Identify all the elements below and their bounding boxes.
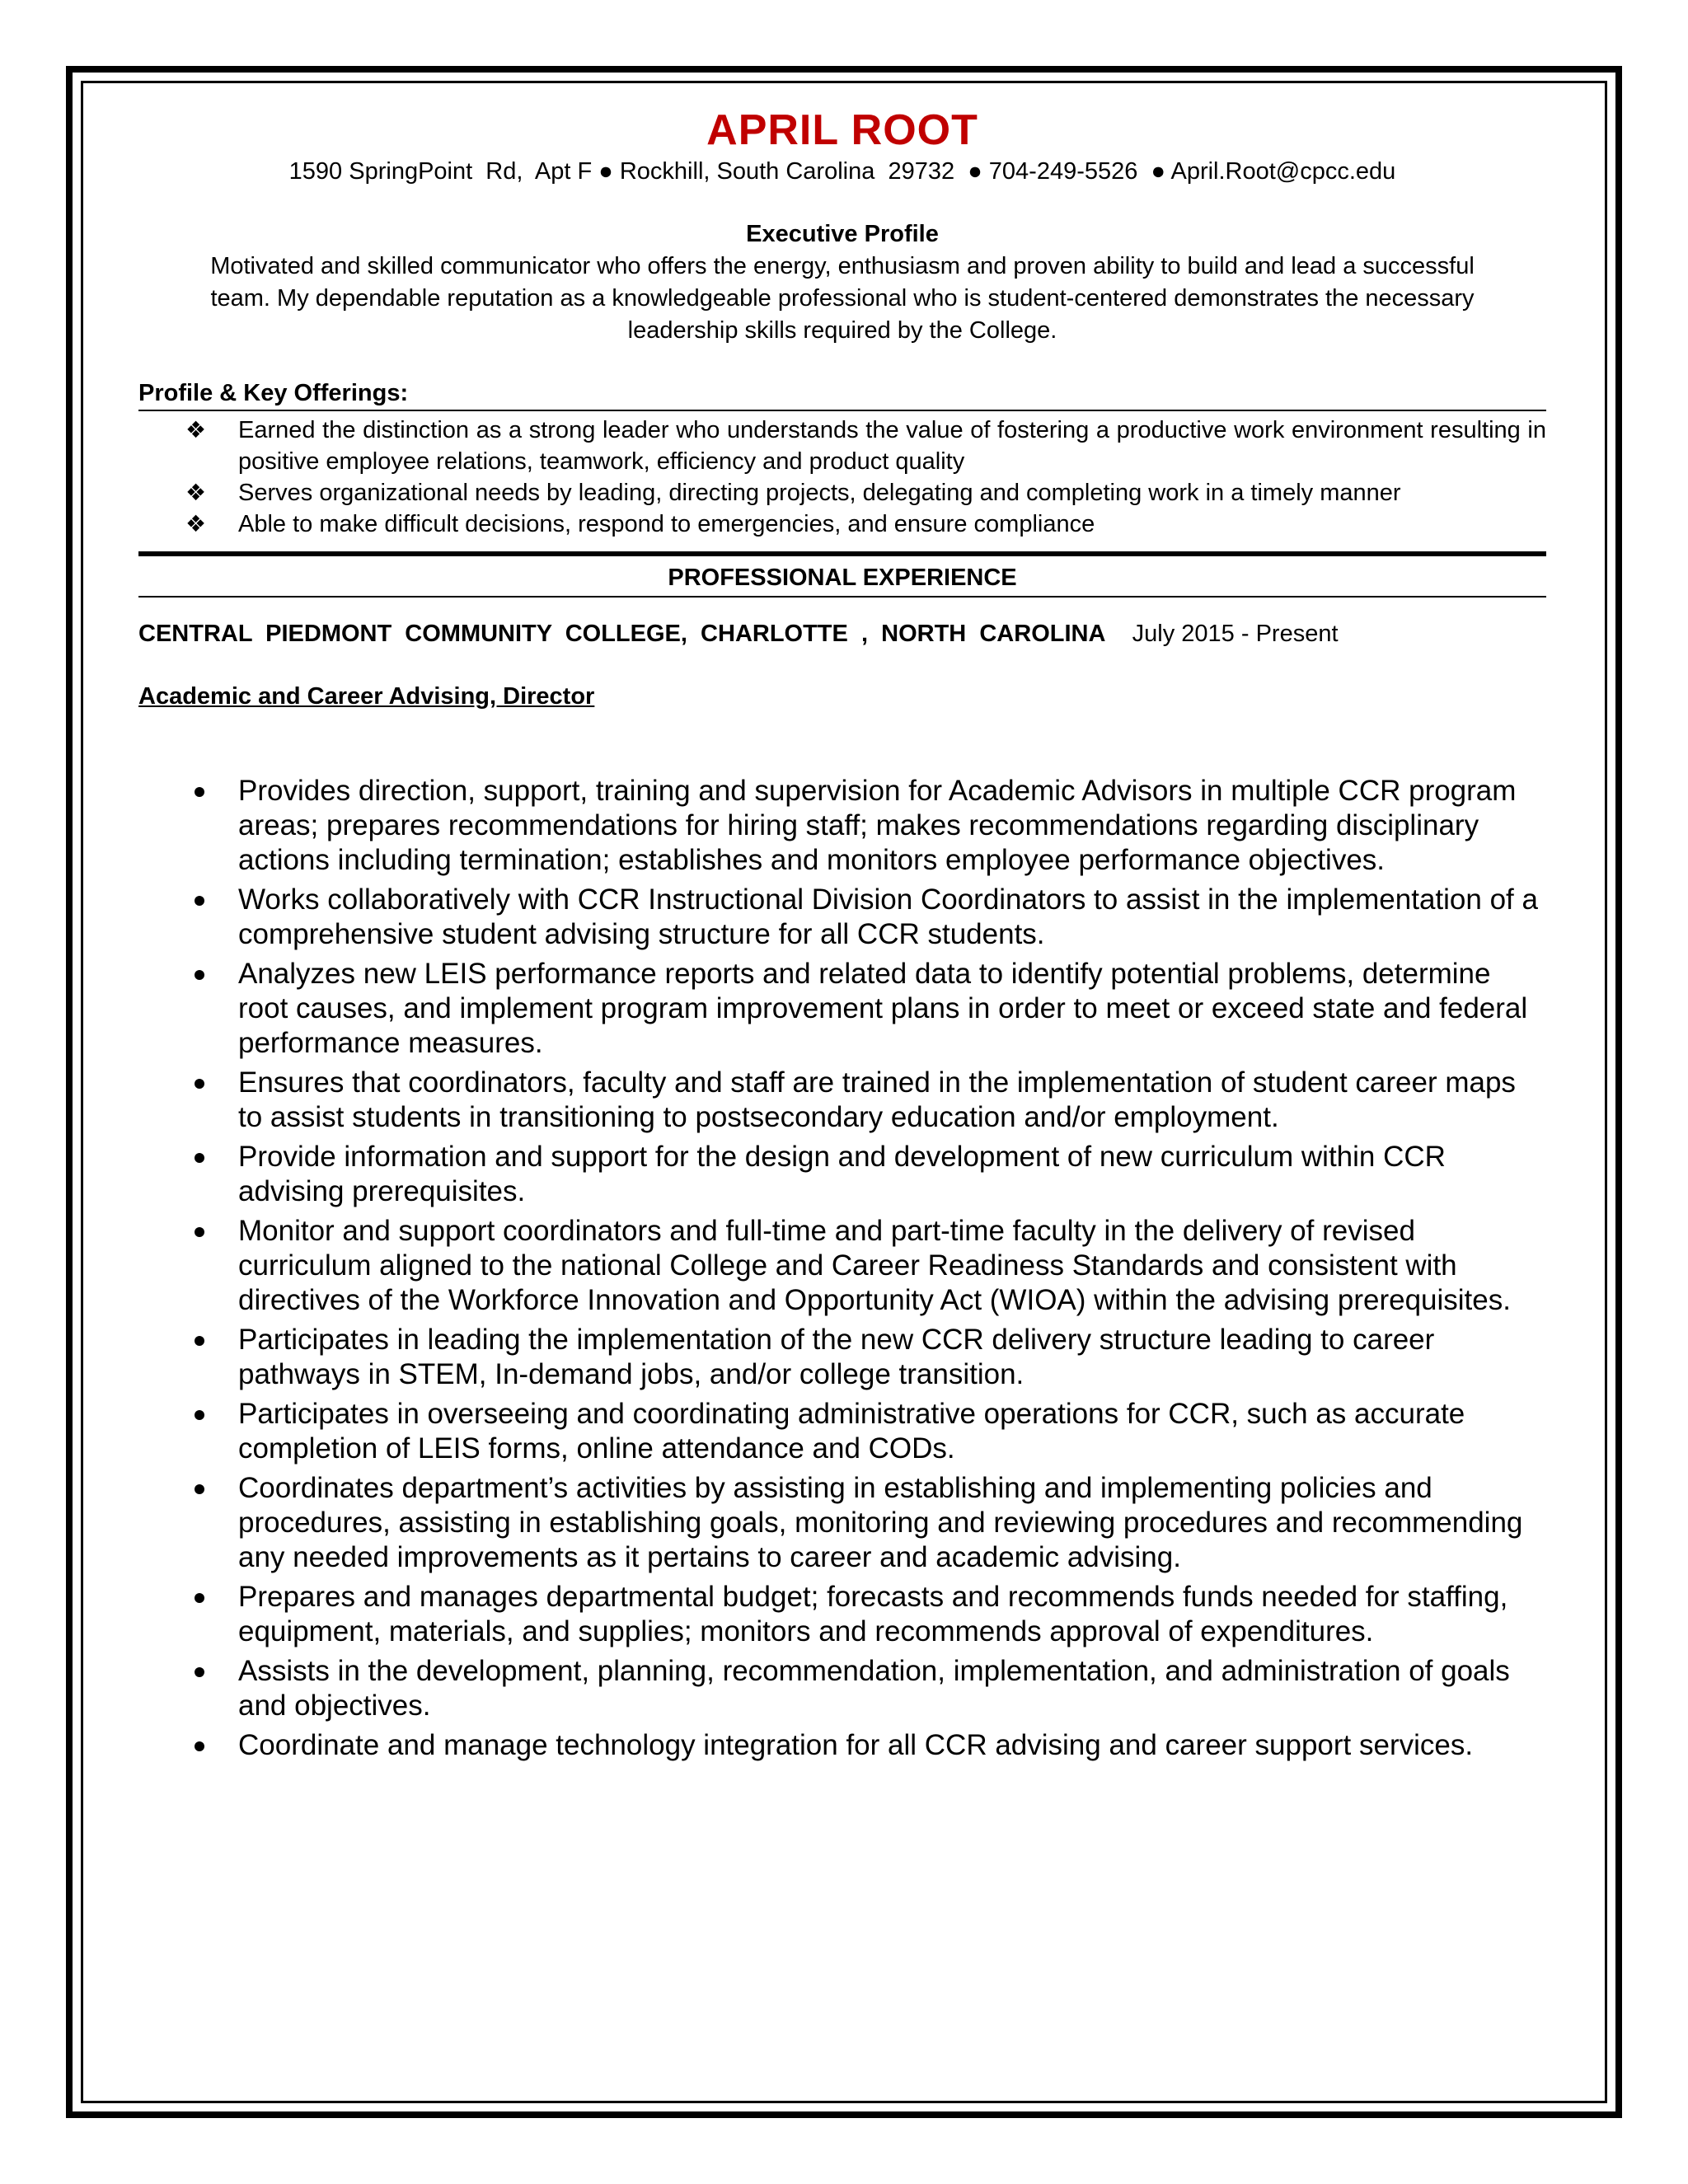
diamond-bullet-icon: ❖ — [185, 511, 207, 537]
employment-dates: July 2015 - Present — [1132, 621, 1339, 647]
list-item: Participates in leading the implementation of the new CCR delivery structure leading to career pathways in STEM, In-demand jobs, and/or college transition. — [138, 1323, 1546, 1392]
duties-list — [138, 774, 1546, 1763]
contact-line: 1590 SpringPoint Rd, Apt F ● Rockhill, South Carolina 29732 ● 704-249-5526 ● April.Root@cpcc.edu — [288, 158, 1396, 185]
bullet-icon — [195, 1227, 204, 1237]
employer-name: CENTRAL PIEDMONT COMMUNITY COLLEGE, CHARLOTTE , NORTH CAROLINA — [138, 621, 1106, 647]
list-item: ❖ Able to make difficult decisions, respond to emergencies, and ensure compliance — [138, 509, 1546, 540]
list-item: Assists in the development, planning, recommendation, implementation, and administration of goals and objectives. — [138, 1654, 1546, 1723]
experience-section-title: PROFESSIONAL EXPERIENCE — [668, 565, 1017, 591]
bullet-icon — [195, 1079, 204, 1089]
key-offerings-title: Profile & Key Offerings: — [138, 378, 1546, 411]
list-item: ❖ Serves organizational needs by leading, directing projects, delegating and completing work in a timely manner — [138, 477, 1546, 509]
job-title: Academic and Career Advising, Director — [138, 683, 595, 710]
list-item: Provide information and support for the design and development of new curriculum within CCR advising prerequisites. — [138, 1140, 1546, 1209]
bullet-icon — [195, 787, 204, 797]
resume-name: APRIL ROOT — [706, 106, 978, 154]
bullet-icon — [195, 970, 204, 980]
bullet-icon — [195, 1484, 204, 1494]
bullet-icon — [195, 1593, 204, 1603]
list-item: Coordinate and manage technology integration for all CCR advising and career support services. — [138, 1728, 1546, 1763]
list-item: Ensures that coordinators, faculty and staff are trained in the implementation of student career maps to assist students in transitioning to postsecondary education and/or employment. — [138, 1066, 1546, 1135]
list-item: Analyzes new LEIS performance reports and related data to identify potential problems, determine root causes, and implement program improvement plans in order to meet or exceed state and federal performance measures. — [138, 957, 1546, 1061]
key-offerings-list — [138, 415, 1546, 540]
bullet-icon — [195, 1410, 204, 1420]
bullet-icon — [195, 896, 204, 906]
diamond-bullet-icon: ❖ — [185, 417, 207, 443]
list-item: Monitor and support coordinators and full-time and part-time faculty in the delivery of revised curriculum aligned to the national College and Career Readiness Standards and consistent with directives of the Workforce Innovation and Opportunity Act (WIOA) within the advising prerequisites. — [138, 1214, 1546, 1318]
bullet-icon — [195, 1667, 204, 1677]
bullet-icon — [195, 1741, 204, 1751]
executive-profile-body: Motivated and skilled communicator who offers the energy, enthusiasm and proven ability to build and lead a successful team. My dependable reputation as a knowledgeable professional who is student-centered demonstrates the necessary leadership skills required by the College. — [210, 253, 1475, 344]
executive-profile-title: Executive Profile — [746, 221, 939, 247]
list-item: ❖ Earned the distinction as a strong leader who understands the value of fostering a productive work environment resulting in positive employee relations, teamwork, efficiency and product quality — [138, 415, 1546, 477]
section-divider — [138, 596, 1546, 598]
resume-document — [138, 105, 1546, 1768]
employer-line — [138, 619, 1546, 649]
list-item: Coordinates department’s activities by assisting in establishing and implementing policies and procedures, assisting in establishing goals, monitoring and reviewing procedures and recommending any needed improvements as it pertains to career and academic advising. — [138, 1471, 1546, 1575]
list-item: Participates in overseeing and coordinating administrative operations for CCR, such as accurate completion of LEIS forms, online attendance and CODs. — [138, 1397, 1546, 1466]
list-item: Provides direction, support, training and supervision for Academic Advisors in multiple CCR program areas; prepares recommendations for hiring staff; makes recommendations regarding disciplinary actions including termination; establishes and monitors employee performance objectives. — [138, 774, 1546, 878]
list-item: Works collaboratively with CCR Instructional Division Coordinators to assist in the implementation of a comprehensive student advising structure for all CCR students. — [138, 883, 1546, 952]
list-item: Prepares and manages departmental budget; forecasts and recommends funds needed for staffing, equipment, materials, and supplies; monitors and recommends approval of expenditures. — [138, 1580, 1546, 1649]
bullet-icon — [195, 1153, 204, 1163]
bullet-icon — [195, 1336, 204, 1346]
diamond-bullet-icon: ❖ — [185, 480, 207, 505]
